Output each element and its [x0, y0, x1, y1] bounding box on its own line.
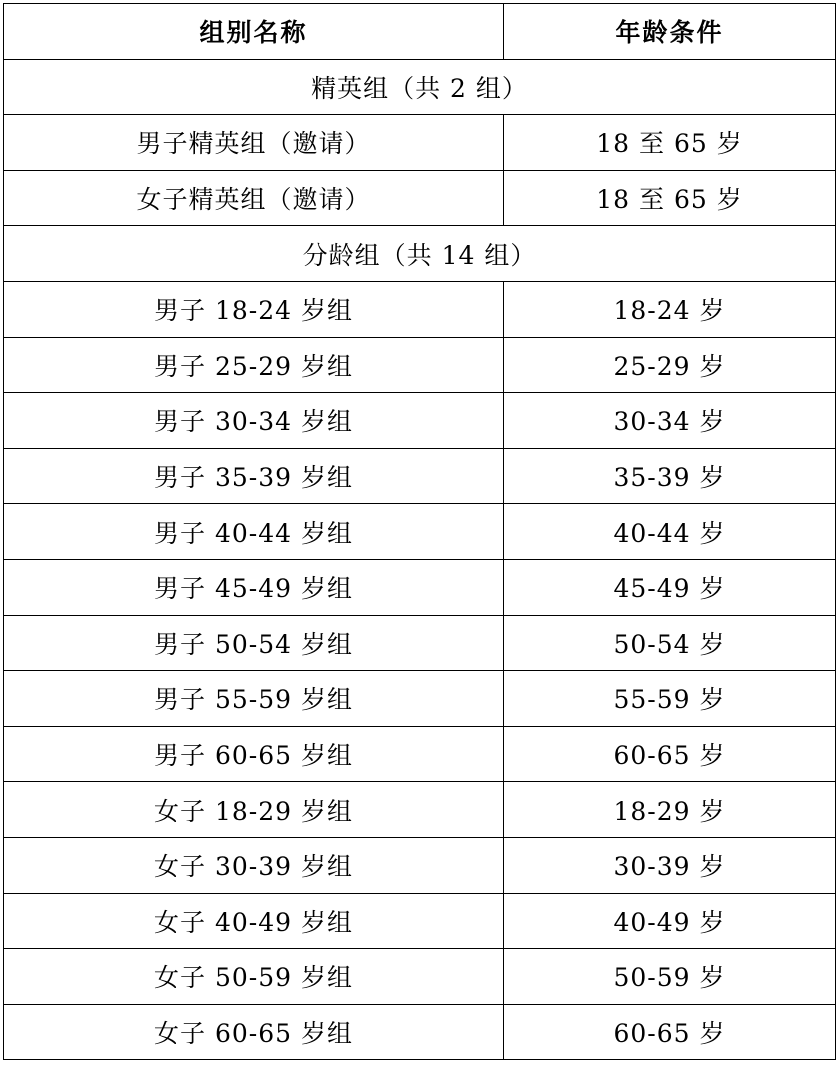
age-condition-cell: 18 至 65 岁 — [504, 170, 836, 226]
table-header-row — [4, 4, 836, 60]
group-name-cell: 男子 45-49 岁组 — [4, 559, 504, 615]
group-name-cell: 男子 18-24 岁组 — [4, 281, 504, 337]
group-name-cell: 男子 25-29 岁组 — [4, 337, 504, 393]
table-row — [4, 448, 836, 504]
group-name-cell: 男子 55-59 岁组 — [4, 671, 504, 727]
group-name-cell: 女子精英组（邀请） — [4, 170, 504, 226]
age-condition-cell: 30-39 岁 — [504, 837, 836, 893]
age-condition-cell: 60-65 岁 — [504, 1004, 836, 1060]
age-condition-cell: 45-49 岁 — [504, 559, 836, 615]
age-condition-cell: 50-59 岁 — [504, 949, 836, 1005]
table-row — [4, 504, 836, 560]
age-condition-cell: 60-65 岁 — [504, 726, 836, 782]
header-age-condition: 年龄条件 — [504, 4, 836, 60]
age-condition-cell: 18-24 岁 — [504, 281, 836, 337]
age-condition-cell: 40-44 岁 — [504, 504, 836, 560]
age-condition-cell: 35-39 岁 — [504, 448, 836, 504]
section-title: 精英组（共 2 组） — [4, 59, 836, 115]
age-condition-cell: 18 至 65 岁 — [504, 115, 836, 171]
table-row — [4, 837, 836, 893]
group-name-cell: 男子 35-39 岁组 — [4, 448, 504, 504]
table-row — [4, 559, 836, 615]
group-name-cell: 女子 60-65 岁组 — [4, 1004, 504, 1060]
group-name-cell: 男子 60-65 岁组 — [4, 726, 504, 782]
table-row — [4, 170, 836, 226]
category-table — [3, 3, 836, 1060]
age-condition-cell: 18-29 岁 — [504, 782, 836, 838]
table-row — [4, 893, 836, 949]
age-condition-cell: 30-34 岁 — [504, 393, 836, 449]
table-row — [4, 615, 836, 671]
group-name-cell: 女子 18-29 岁组 — [4, 782, 504, 838]
section-title: 分龄组（共 14 组） — [4, 226, 836, 282]
group-name-cell: 女子 40-49 岁组 — [4, 893, 504, 949]
header-group-name: 组别名称 — [4, 4, 504, 60]
section-row-age-groups — [4, 226, 836, 282]
table-row — [4, 1004, 836, 1060]
age-condition-cell: 50-54 岁 — [504, 615, 836, 671]
table-row — [4, 726, 836, 782]
table-row — [4, 671, 836, 727]
group-name-cell: 男子精英组（邀请） — [4, 115, 504, 171]
group-name-cell: 男子 40-44 岁组 — [4, 504, 504, 560]
group-name-cell: 男子 30-34 岁组 — [4, 393, 504, 449]
group-name-cell: 女子 30-39 岁组 — [4, 837, 504, 893]
group-name-cell: 男子 50-54 岁组 — [4, 615, 504, 671]
table-row — [4, 393, 836, 449]
age-condition-cell: 40-49 岁 — [504, 893, 836, 949]
table-row — [4, 782, 836, 838]
group-name-cell: 女子 50-59 岁组 — [4, 949, 504, 1005]
age-condition-cell: 25-29 岁 — [504, 337, 836, 393]
table-row — [4, 281, 836, 337]
category-table-container — [3, 3, 835, 1060]
section-row-elite — [4, 59, 836, 115]
table-row — [4, 115, 836, 171]
table-row — [4, 949, 836, 1005]
age-condition-cell: 55-59 岁 — [504, 671, 836, 727]
table-row — [4, 337, 836, 393]
